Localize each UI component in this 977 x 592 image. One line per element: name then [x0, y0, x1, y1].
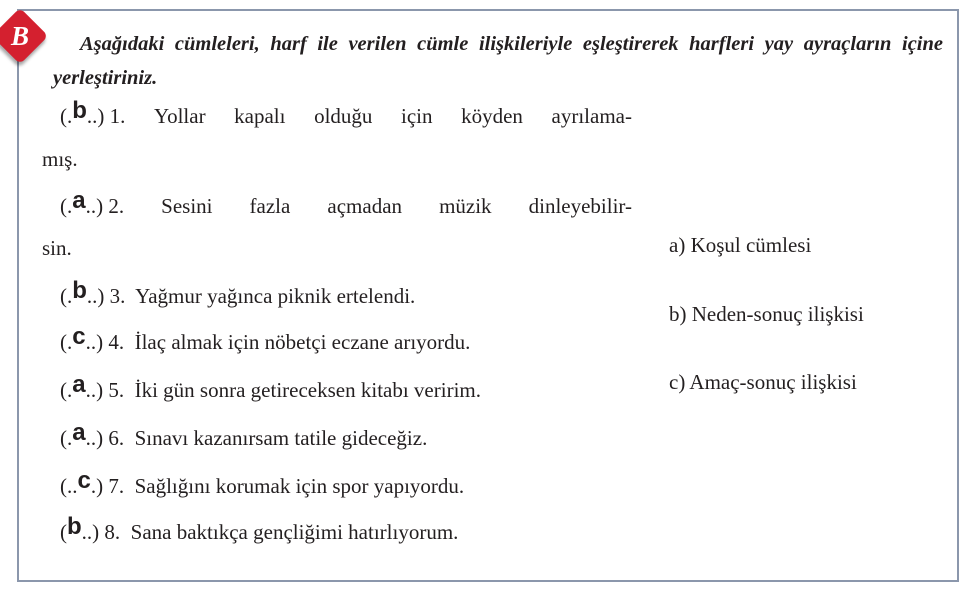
sentence-item-4: (.c..) 4. İlaç almak için nöbetçi eczane arıyordu. — [60, 323, 471, 354]
answer-8: b — [67, 513, 82, 540]
sentence-item-6: (.a..) 6. Sınavı kazanırsam tatile gideceğiz. — [60, 419, 428, 450]
option-c: c) Amaç-sonuç ilişkisi — [669, 370, 857, 394]
sentence-item-1-continuation: mış. — [42, 147, 78, 171]
section-badge-letter: B — [10, 20, 29, 51]
sentence-item-8: (b..) 8. Sana baktıkça gençliğimi hatırlıyorum. — [60, 513, 459, 544]
option-a: a) Koşul cümlesi — [669, 233, 812, 257]
sentence-item-2-continuation: sin. — [42, 236, 72, 260]
option-b: b) Neden-sonuç ilişkisi — [669, 302, 864, 326]
answer-7: c — [77, 467, 91, 494]
answer-4: c — [72, 323, 86, 350]
instruction-text: Aşağıdaki cümleleri, harf ile verilen cümle ilişkileriyle eşleştirerek harfleri yay ayraçların içine yerleştiriniz. — [53, 33, 943, 89]
answer-2: a — [72, 187, 86, 214]
answer-5: a — [72, 371, 86, 398]
answer-6: a — [72, 419, 86, 446]
sentence-item-5: (.a..) 5. İki gün sonra getireceksen kitabı veririm. — [60, 371, 481, 402]
sentence-item-7: (..c.) 7. Sağlığını korumak için spor yapıyordu. — [60, 467, 465, 498]
answer-3: b — [72, 277, 87, 304]
sentence-item-3: (.b..) 3. Yağmur yağınca piknik ertelendi. — [60, 277, 416, 308]
sentence-item-2: (.a..) 2. Sesini fazla açmadan müzik dinleyebilir- — [60, 187, 632, 218]
answer-1: b — [72, 97, 87, 124]
sentence-item-1: (.b..) 1. Yollar kapalı olduğu için köyden ayrılama- — [60, 97, 632, 128]
